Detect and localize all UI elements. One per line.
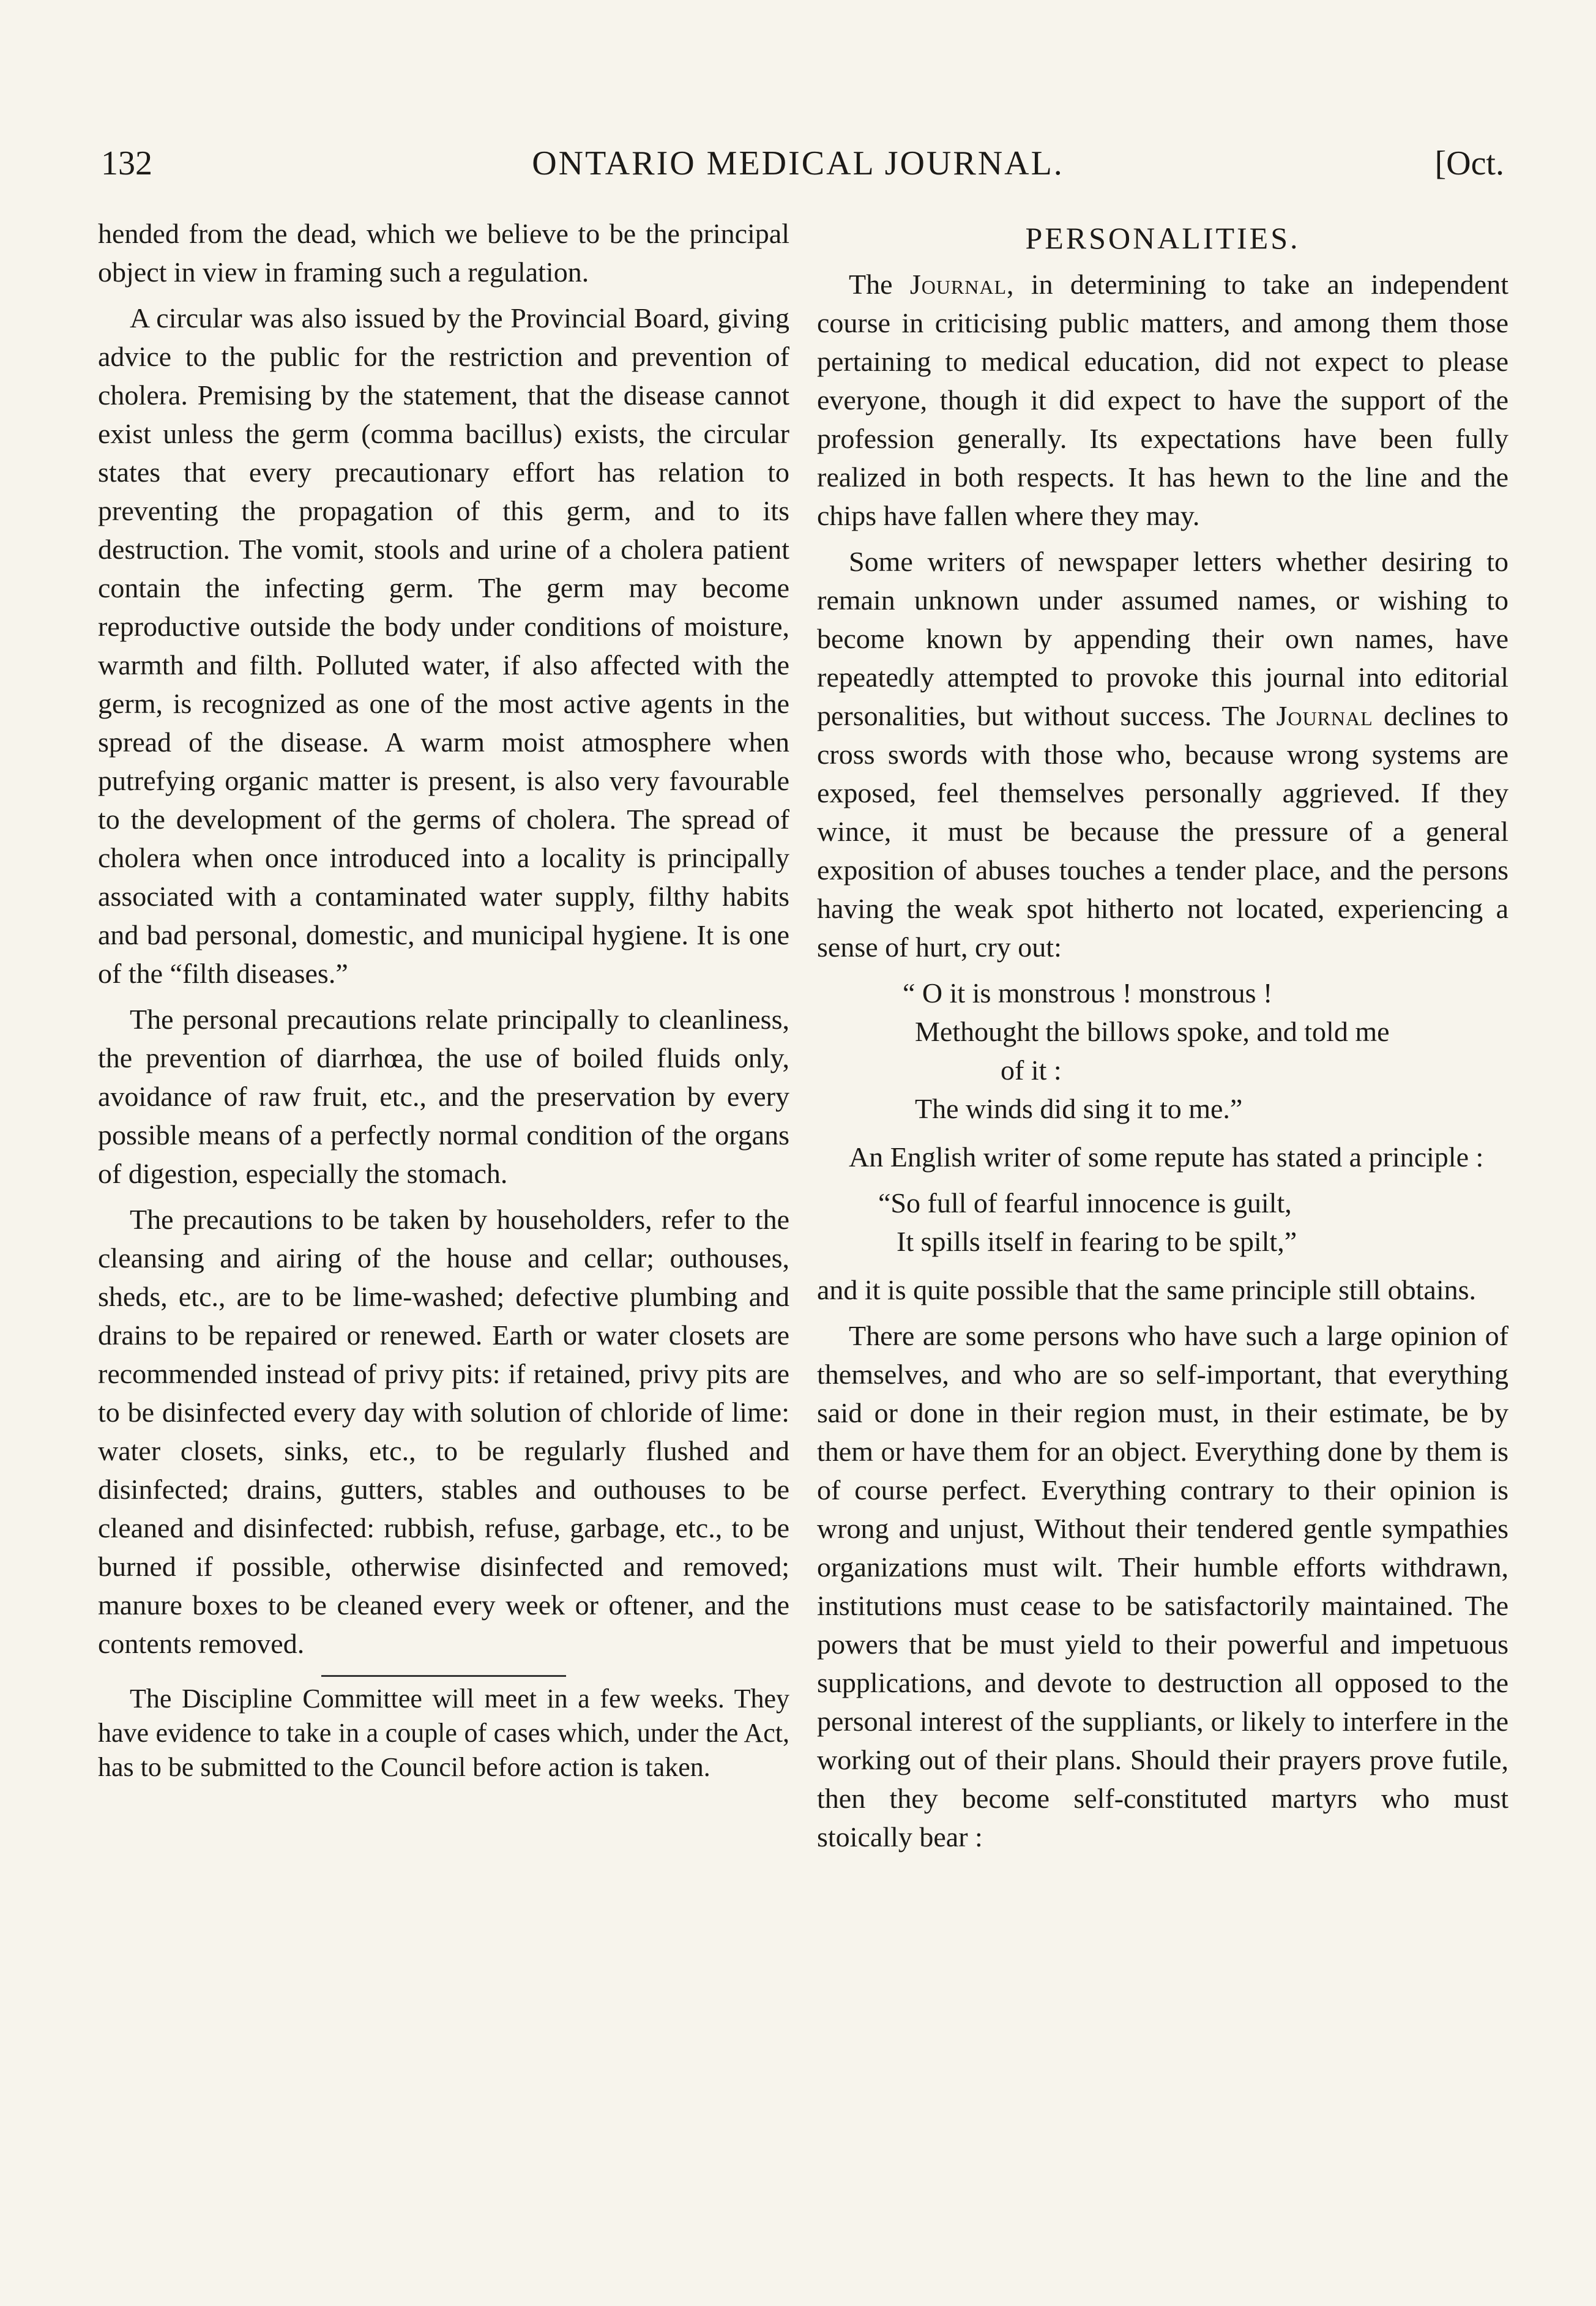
couplet-line: “So full of fearful innocence is guilt, [878,1187,1292,1218]
paragraph-newspaper-writers [817,542,1508,966]
text-fragment: , in determining to take an independent course in criticising public matters, and among them those pertaining to medical education, did not expect to please everyone, though it did expect to have the support of the profession generally. Its expectations have been fully realized in both respects. It has hewn to the line and the chips have fallen where they may. [817,269,1508,531]
paragraph-householder-precautions: The precautions to be taken by householders, refer to the cleansing and airing of the house and cellar; outhouses, sheds, etc., are to be lime-washed; defective plumbing and drains to be repaired or renewed. Earth or water closets are recommended instead of privy pits: if retained, privy pits are to be disinfected every day with solution of chloride of lime: water closets, sinks, etc., to be regularly flushed and disinfected; drains, gutters, stables and outhouses to be cleaned and disinfected: rubbish, refuse, garbage, etc., to be burned if possible, otherwise disinfected and removed; manure boxes to be cleaned every week or oftener, and the contents removed. [98,1204,789,1659]
journal-word: Journal [1276,700,1373,731]
verse-line: of it : [1001,1054,1062,1086]
paragraph-regulation: hended from the dead, which we believe to be the principal object in view in framing such a regulation. [98,218,789,288]
issue-month: [Oct. [1434,144,1504,182]
left-column [98,214,789,1792]
text-fragment: The [849,269,910,300]
text-fragment: declines to cross swords with those who, because wrong systems are exposed, feel themselves personally aggrieved. If they wince, it must be because the pressure of a general exposition of abuses touches a tender place, and the persons having the weak spot hitherto not located, experiencing a sense of hurt, cry out: [817,700,1508,963]
right-column [817,214,1508,1864]
paragraph-self-important: There are some persons who have such a large opinion of themselves, and who are so self-important, that everything said or done in their region must, in their estimate, be by them or have them for an object. Everything done by them is of course perfect. Everything contrary to their opinion is wrong and unjust, Without their tendered gentle sympathies organizations must wilt. Their humble efforts withdrawn, institutions must cease to be satisfactorily maintained. The powers that be must yield to their powerful and impetuous supplications, and devote to destruction all opposed to the personal interest of the suppliants, or likely to interfere in the working out of their plans. Should their prayers prove futile, then they become self-constituted martyrs who must stoically bear : [817,1320,1508,1853]
paragraph-personal-precautions: The personal precautions relate principally to cleanliness, the prevention of diarrhœa, the use of boiled fluids only, avoidance of raw fruit, etc., and the preservation by every possible means of a perfectly normal condition of the organs of digestion, especially the stomach. [98,1004,789,1189]
paragraph-english-writer: An English writer of some repute has stated a principle : [849,1141,1484,1173]
journal-title: ONTARIO MEDICAL JOURNAL. [532,144,1064,182]
couplet-quotation [817,1184,1508,1261]
text-fragment: Some writers of newspaper letters whether desiring to remain unknown under assumed names, or wishing to become known by appending their own names, have repeatedly attempted to provoke this journal into editorial personalities, but without success. The [817,546,1508,731]
page-number: 132 [101,144,152,182]
section-divider [321,1675,566,1677]
verse-line: “ O it is monstrous ! monstrous ! [903,977,1273,1009]
verse-line: Methought the billows spoke, and told me [915,1016,1390,1047]
journal-word: Journal [909,269,1007,300]
paragraph-cholera-circular: A circular was also issued by the Provincial Board, giving advice to the public for the restriction and prevention of cholera. Premising by the statement, that the disease cannot exist unless the germ (comma bacillus) exists, the circular states that every precautionary effort has relation to preventing the propagation of this germ, and to its destruction. The vomit, stools and urine of a cholera patient contain the infecting germ. The germ may become reproductive outside the body under conditions of moisture, warmth and filth. Polluted water, if also affected with the germ, is recognized as one of the most active agents in the spread of the disease. A warm moist atmosphere when putrefying organic matter is present, is also very favourable to the development of the germs of cholera. The spread of cholera when once introduced into a locality is principally associated with a contaminated water supply, filthy habits and bad personal, domestic, and municipal hygiene. It is one of the “filth diseases.” [98,302,789,989]
paragraph-journal-course [817,265,1508,535]
discipline-committee-note: The Discipline Committee will meet in a few weeks. They have evidence to take in a couple of cases which, under the Act, has to be submitted to the Council before action is taken. [98,1684,789,1782]
couplet-line: It spills itself in fearing to be spilt,” [897,1226,1297,1257]
verse-line: The winds did sing it to me.” [915,1093,1243,1124]
verse-quotation [817,974,1508,1128]
running-header [0,144,1596,193]
section-heading: PERSONALITIES. [1025,221,1300,255]
paragraph-principle-obtains: and it is quite possible that the same principle still obtains. [817,1274,1477,1305]
